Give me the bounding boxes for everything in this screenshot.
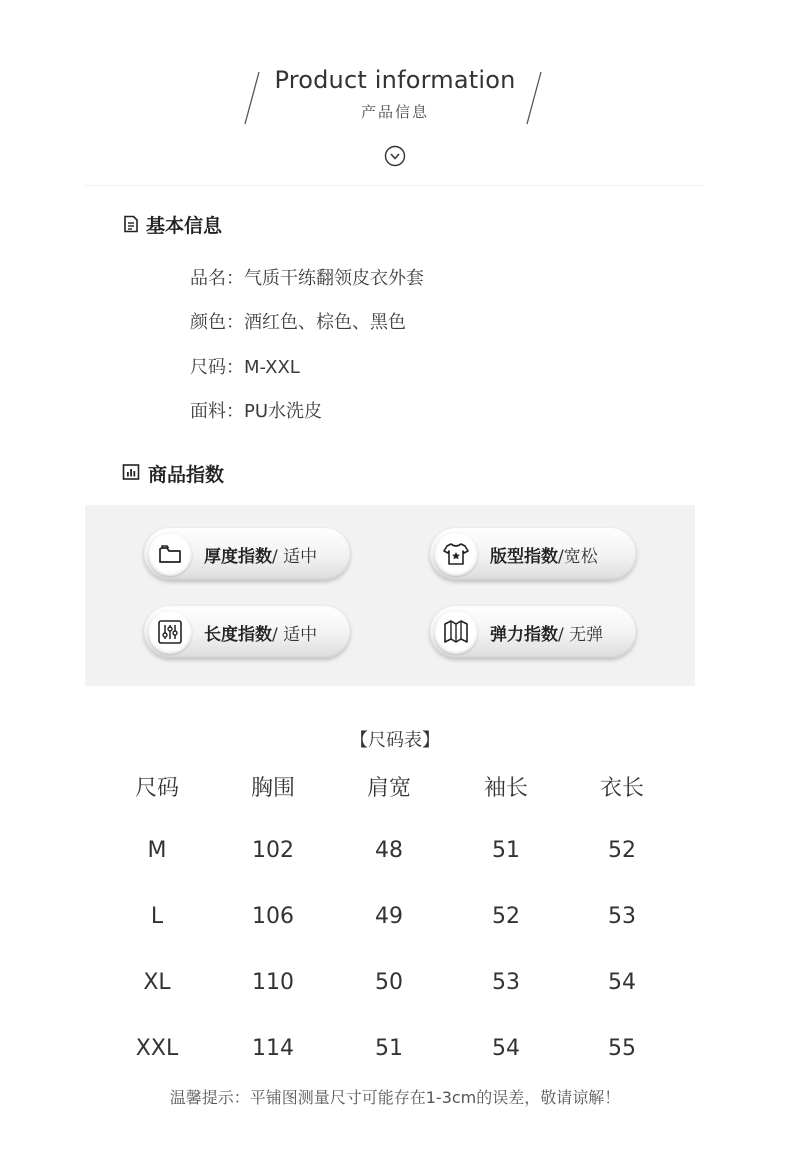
table-cell: 52 <box>608 838 636 863</box>
table-cell: 51 <box>492 838 520 863</box>
index-name: 弹力指数 <box>490 625 558 645</box>
info-value: 气质干练翻领皮衣外套 <box>244 268 424 289</box>
index-name: 长度指数 <box>204 625 272 645</box>
index-fit <box>430 528 636 580</box>
table-cell: XXL <box>135 1036 179 1061</box>
size-table-title: 【尺码表】 <box>350 730 440 751</box>
basic-info-heading: 基本信息 <box>146 215 223 237</box>
tshirt-icon <box>442 540 470 568</box>
divider <box>85 185 705 186</box>
index-length <box>144 606 350 658</box>
info-label: 尺码： <box>190 357 244 378</box>
index-text <box>490 542 598 567</box>
index-panel <box>85 505 695 686</box>
table-header: 尺码 <box>134 776 179 801</box>
table-cell: 53 <box>492 970 520 995</box>
index-name: 版型指数 <box>490 547 558 567</box>
table-cell: 49 <box>375 904 403 929</box>
index-heading: 商品指数 <box>148 464 225 486</box>
index-text <box>204 620 317 645</box>
bar-chart-icon <box>122 463 140 481</box>
index-value: / 适中 <box>272 625 318 645</box>
document-icon <box>122 215 140 233</box>
table-header: 袖长 <box>483 776 528 801</box>
table-cell: 52 <box>492 904 520 929</box>
info-row-fabric <box>190 397 322 423</box>
info-row-name <box>190 264 424 290</box>
icon-circle <box>148 610 192 654</box>
info-value: PU水洗皮 <box>244 401 323 422</box>
index-value: / 适中 <box>272 547 318 567</box>
table-cell: 106 <box>252 904 294 929</box>
table-header: 衣长 <box>599 776 644 801</box>
table-cell: 54 <box>492 1036 520 1061</box>
table-cell: 114 <box>252 1036 294 1061</box>
table-cell: 53 <box>608 904 636 929</box>
table-cell: 110 <box>252 970 294 995</box>
table-cell: L <box>150 904 164 929</box>
page-subtitle: 产品信息 <box>360 103 429 121</box>
table-cell: 48 <box>375 838 403 863</box>
icon-circle <box>148 532 192 576</box>
index-text <box>204 542 317 567</box>
table-header: 胸围 <box>250 776 295 801</box>
info-label: 品名： <box>190 268 244 289</box>
info-value: 酒红色、棕色、黑色 <box>244 312 406 333</box>
table-cell: 54 <box>608 970 636 995</box>
index-name: 厚度指数 <box>204 547 272 567</box>
icon-circle <box>434 610 478 654</box>
table-cell: 102 <box>252 838 294 863</box>
table-cell: 55 <box>608 1036 636 1061</box>
folder-icon <box>156 540 184 568</box>
chevron-down-icon <box>384 145 406 167</box>
index-text <box>490 620 603 645</box>
info-value: M-XXL <box>244 357 300 378</box>
index-value: / 无弹 <box>558 625 604 645</box>
map-fold-icon <box>442 618 470 646</box>
index-value: /宽松 <box>558 547 598 567</box>
table-cell: M <box>147 838 167 863</box>
measurement-tip: 温馨提示：平铺图测量尺寸可能存在1-3cm的误差，敬请谅解！ <box>169 1088 621 1107</box>
info-label: 面料： <box>190 401 244 422</box>
info-row-color <box>190 308 406 334</box>
index-elasticity <box>430 606 636 658</box>
table-cell: 50 <box>375 970 403 995</box>
icon-circle <box>434 532 478 576</box>
info-row-size <box>190 353 300 379</box>
sliders-icon <box>156 618 184 646</box>
table-cell: 51 <box>375 1036 403 1061</box>
page-title: Product information <box>274 66 516 94</box>
table-header: 肩宽 <box>366 776 411 801</box>
info-label: 颜色： <box>190 312 244 333</box>
table-cell: XL <box>143 970 171 995</box>
index-thickness <box>144 528 350 580</box>
